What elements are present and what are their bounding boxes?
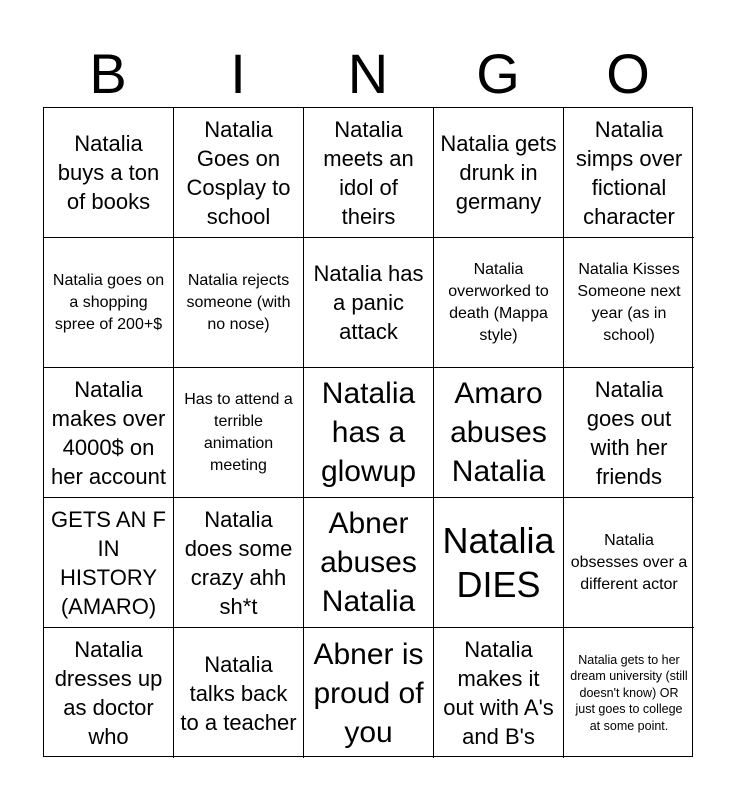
bingo-cell-r5-c4[interactable] — [434, 628, 564, 758]
cell-text: Natalia Goes on Cosplay to school — [186, 116, 291, 229]
cell-text: Natalia rejects someone (with no nose) — [186, 271, 291, 333]
header-letter-b: B — [89, 42, 127, 105]
bingo-cell-r5-c5[interactable] — [564, 628, 694, 758]
cell-text: Natalia Kisses Someone next year (as in school) — [577, 260, 681, 344]
bingo-cell-r5-c1[interactable] — [44, 628, 174, 758]
cell-text: Natalia makes over 4000$ on her account — [51, 376, 166, 489]
cell-text: Natalia talks back to a teacher — [180, 651, 297, 735]
header-letter-n: N — [347, 42, 389, 105]
bingo-cell-r2-c1[interactable] — [44, 238, 174, 368]
cell-text: Natalia DIES — [442, 519, 555, 605]
cell-text: Abner abuses Natalia — [320, 507, 417, 618]
cell-text: Natalia does some crazy ahh sh*t — [184, 506, 293, 619]
bingo-cell-r3-c2[interactable] — [174, 368, 304, 498]
bingo-cell-r2-c3[interactable] — [304, 238, 434, 368]
bingo-cell-r1-c2[interactable] — [174, 108, 304, 238]
bingo-cell-r5-c3[interactable] — [304, 628, 434, 758]
bingo-header — [43, 40, 693, 108]
cell-text: Natalia obsesses over a different actor — [570, 531, 688, 593]
cell-text: Natalia meets an idol of theirs — [323, 116, 414, 229]
cell-text: Natalia buys a ton of books — [57, 131, 160, 214]
bingo-cell-r4-c1[interactable] — [44, 498, 174, 628]
cell-text: Natalia gets to her dream university (still doesn't know) OR just goes to college at some point. — [570, 652, 688, 733]
cell-text: Natalia simps over fictional character — [575, 116, 683, 229]
bingo-cell-r5-c2[interactable] — [174, 628, 304, 758]
cell-text: Natalia goes on a shopping spree of 200+$ — [52, 271, 165, 333]
bingo-cell-r2-c5[interactable] — [564, 238, 694, 368]
cell-text: Amaro abuses Natalia — [450, 377, 547, 488]
bingo-cell-r4-c5[interactable] — [564, 498, 694, 628]
bingo-cell-r4-c2[interactable] — [174, 498, 304, 628]
header-letter-o: O — [606, 42, 650, 105]
bingo-cell-r3-c4[interactable] — [434, 368, 564, 498]
cell-text: Abner is proud of you — [313, 637, 424, 749]
bingo-cell-r4-c4[interactable] — [434, 498, 564, 628]
bingo-cell-r4-c3[interactable] — [304, 498, 434, 628]
bingo-cell-r1-c5[interactable] — [564, 108, 694, 238]
bingo-cell-r2-c2[interactable] — [174, 238, 304, 368]
bingo-cell-r1-c4[interactable] — [434, 108, 564, 238]
cell-text: Natalia overworked to death (Mappa style) — [448, 260, 549, 344]
bingo-cell-r1-c1[interactable] — [44, 108, 174, 238]
cell-text: Natalia gets drunk in germany — [440, 131, 557, 214]
cell-text: Natalia has a panic attack — [313, 261, 424, 344]
bingo-cell-r3-c5[interactable] — [564, 368, 694, 498]
bingo-board — [43, 107, 693, 757]
bingo-cell-r3-c3[interactable] — [304, 368, 434, 498]
cell-text: Has to attend a terrible animation meeting — [184, 390, 293, 474]
header-letter-i: I — [230, 42, 246, 105]
bingo-cell-r2-c4[interactable] — [434, 238, 564, 368]
cell-text: Natalia has a glowup — [320, 377, 417, 488]
cell-text: Natalia goes out with her friends — [586, 376, 672, 489]
bingo-cell-r1-c3[interactable] — [304, 108, 434, 238]
cell-text: GETS AN F IN HISTORY (AMARO) — [51, 506, 166, 619]
bingo-cell-r3-c1[interactable] — [44, 368, 174, 498]
cell-text: Natalia dresses up as doctor who — [54, 637, 163, 749]
header-letter-g: G — [476, 42, 520, 105]
cell-text: Natalia makes it out with A's and B's — [443, 637, 554, 749]
